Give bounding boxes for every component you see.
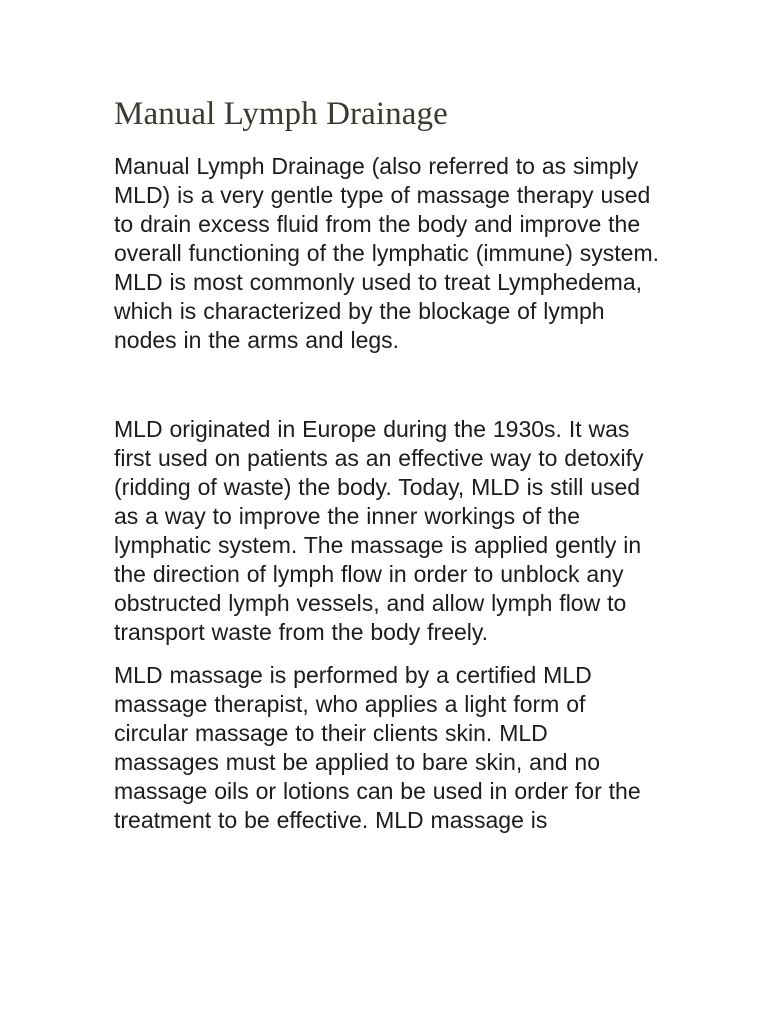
document-body [114, 92, 659, 835]
document-title: Manual Lymph Drainage [114, 96, 448, 132]
paragraph-origin: MLD originated in Europe during the 1930s. It was first used on patients as an effective way to detoxify (ridding of waste) the body. Today, MLD is still used as a way to improve the inner workings of the lymphatic system. The massage is applied gently in the direction of lymph flow in order to unblock any obstructed lymph vessels, and allow lymph flow to transport waste from the body freely. [114, 416, 644, 645]
paragraph-procedure: MLD massage is performed by a certified MLD massage therapist, who applies a light form of circular massage to their clients skin. MLD massages must be applied to bare skin, and no massage oils or lotions can be used in order for the treatment to be effective. MLD massage is [114, 662, 641, 833]
paragraph-intro: Manual Lymph Drainage (also referred to as simply MLD) is a very gentle type of massage therapy used to drain excess fluid from the body and improve the overall functioning of the lymphatic (immune) system. MLD is most commonly used to treat Lymphedema, which is characterized by the blockage of lymph nodes in the arms and legs. [114, 153, 659, 353]
